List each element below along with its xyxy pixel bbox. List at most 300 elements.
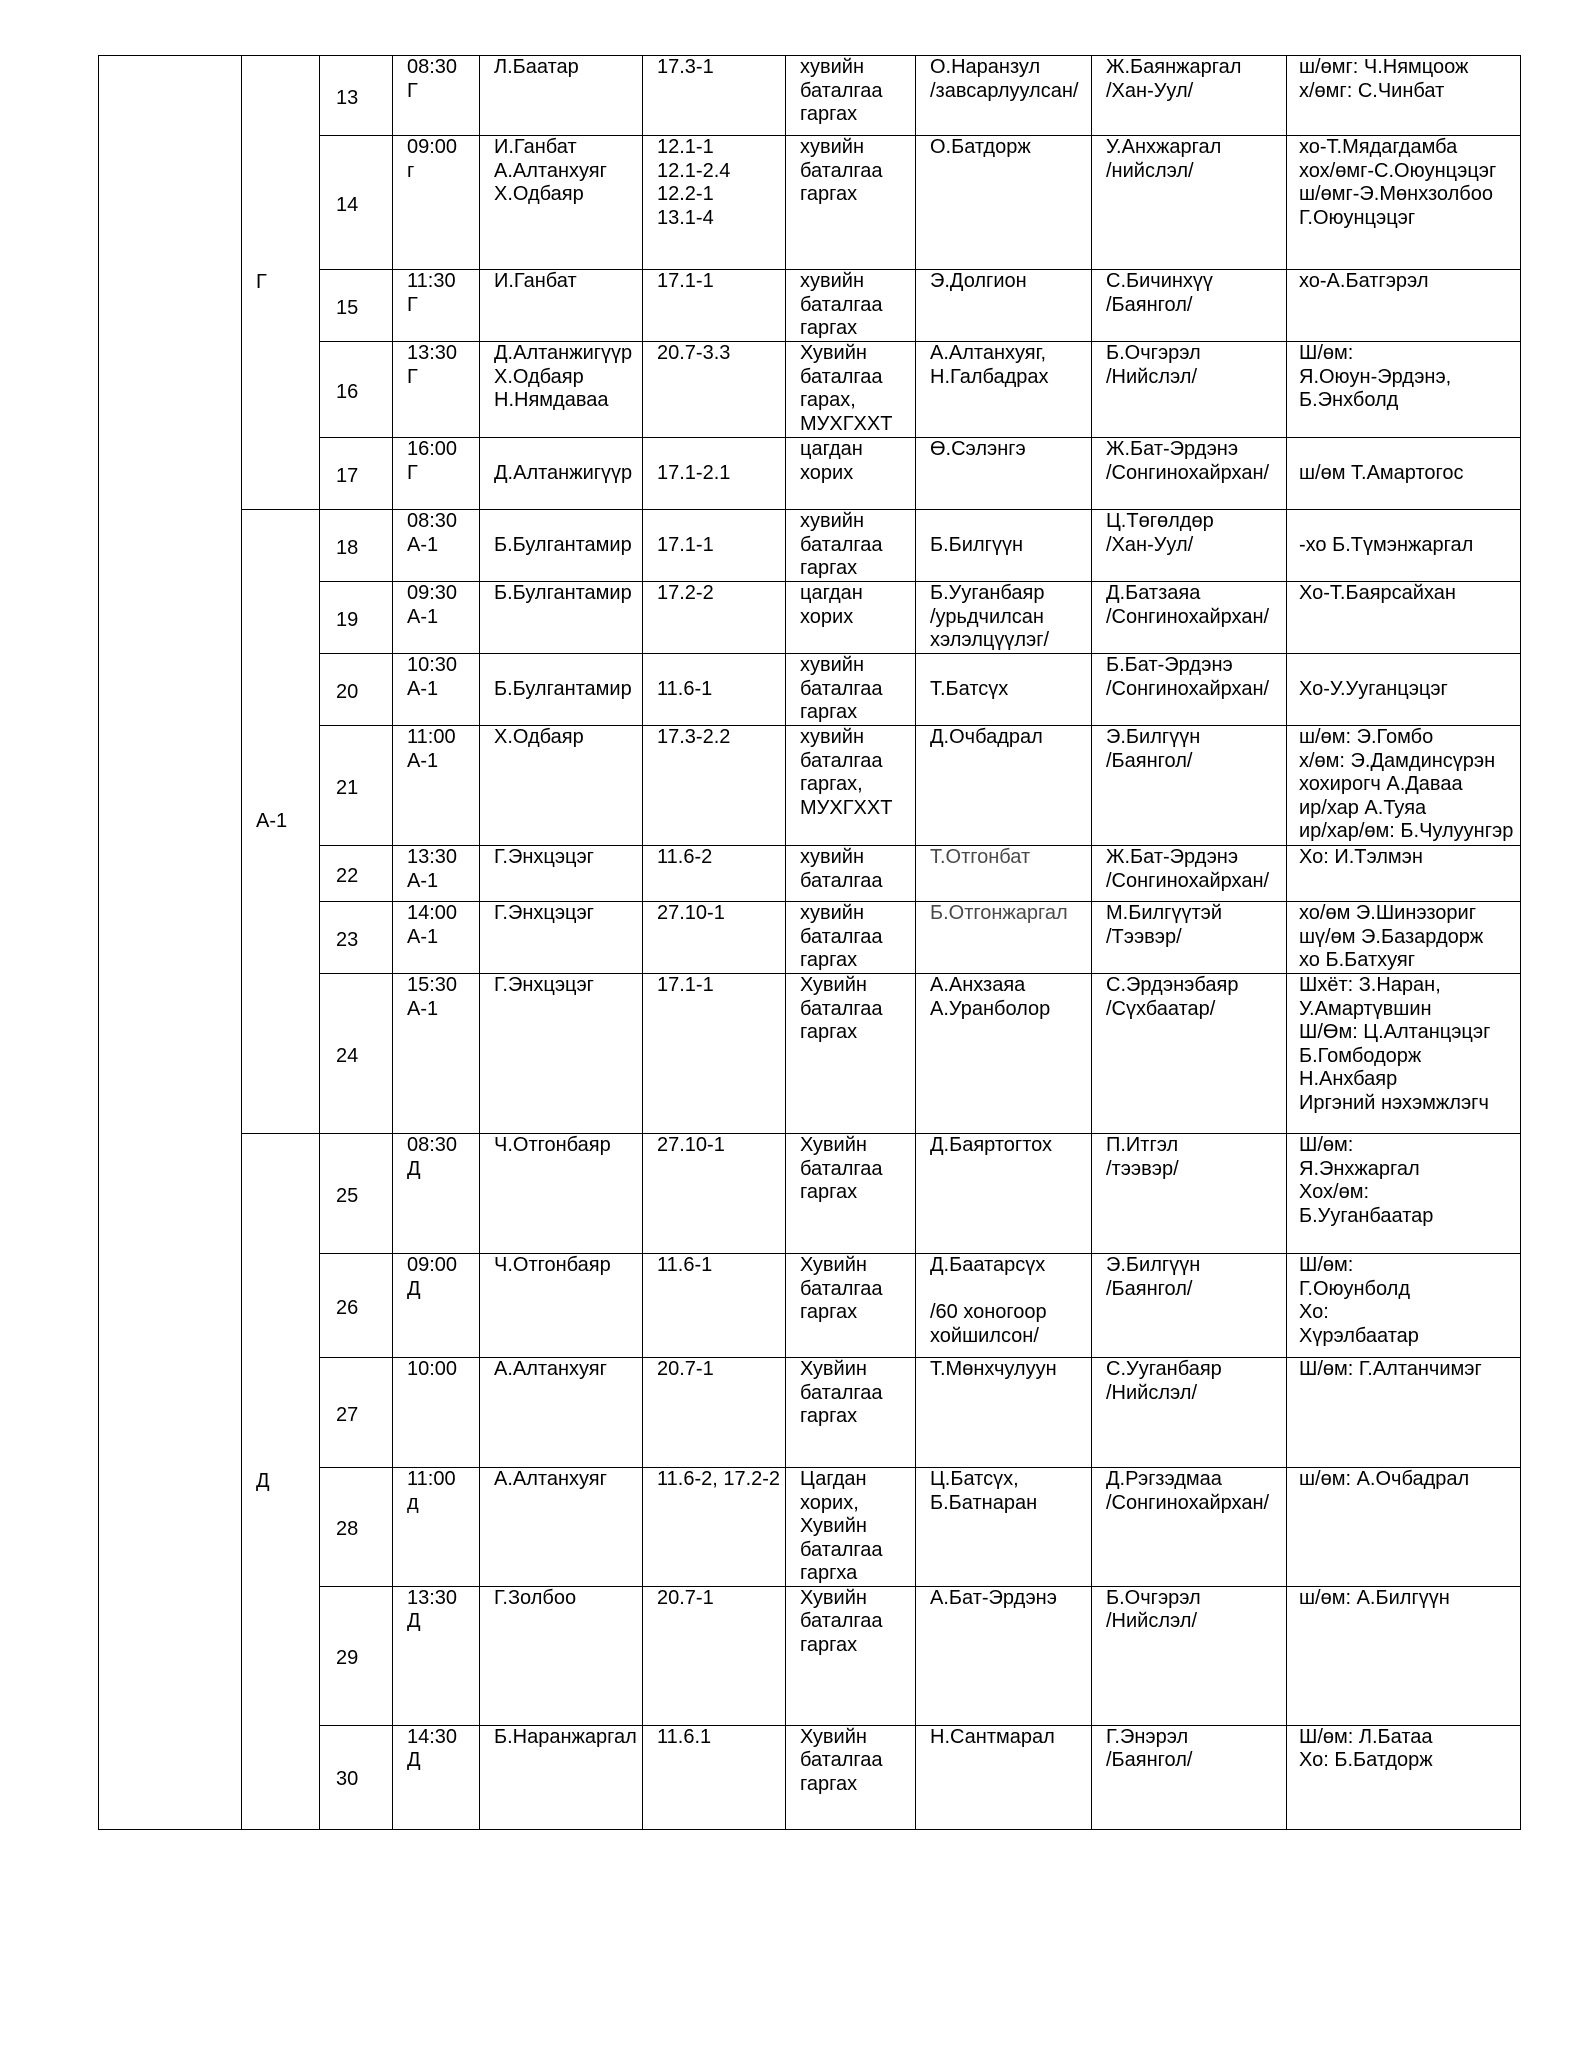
- participants-line: хо/өм Э.Шинэзориг: [1299, 902, 1477, 924]
- measure-decision-line: баталгаа: [800, 869, 883, 892]
- defendant-names: [480, 1725, 643, 1829]
- measure-decision-line: гаргах: [800, 701, 858, 723]
- judge-name-line: А.Анхзаяа: [930, 974, 1026, 996]
- court-blank-cell: [99, 56, 242, 1830]
- participants-line: Хох/өм:: [1299, 1181, 1369, 1203]
- measure-decision-line: Хувийн: [800, 1254, 867, 1276]
- defendant-names: [480, 438, 643, 510]
- defendant-names-line: И.Ганбат: [494, 270, 577, 292]
- measure-decision-line: гаргах: [800, 1633, 858, 1656]
- measure-decision-line: хувийн: [800, 726, 865, 748]
- prosecutor-name-line: Ж.Баянжаргал: [1106, 56, 1242, 78]
- measure-decision-line: хувийн: [800, 902, 865, 924]
- hearing-time: [393, 1134, 480, 1254]
- measure-decision-line: Хувийн: [800, 1725, 867, 1748]
- law-articles: [643, 342, 786, 438]
- case-number: 30: [320, 1725, 393, 1829]
- measure-decision-line: гарах,: [800, 389, 856, 411]
- prosecutor-name-line: Д.Рэгзэдмаа: [1106, 1468, 1222, 1490]
- measure-decision-line: гаргах: [800, 1301, 858, 1323]
- defendant-names: [480, 902, 643, 974]
- participants-line: хох/өмг-С.Оюунцэцэг: [1299, 159, 1497, 182]
- defendant-names-line: А.Алтанхуяг: [494, 159, 607, 182]
- participants-line: Б.Ууганбаатар: [1299, 1204, 1434, 1227]
- courtroom-group-label: Д: [242, 1134, 320, 1830]
- law-articles: [643, 1725, 786, 1829]
- prosecutor-name-line: Г.Энэрэл: [1106, 1725, 1189, 1748]
- law-articles-line: [657, 654, 785, 678]
- law-articles-line: 27.10-1: [657, 902, 725, 924]
- case-number: 17: [320, 438, 393, 510]
- hearing-time: [393, 974, 480, 1134]
- prosecutor-name-line: Д.Батзаяа: [1106, 582, 1201, 604]
- hearing-time-line: А-1: [407, 869, 439, 892]
- law-articles-line: 12.1-1: [657, 136, 714, 158]
- hearing-time-line: Д: [407, 1277, 421, 1300]
- judge-name-line: хойшилсон/: [930, 1324, 1039, 1347]
- defendant-names: [480, 56, 643, 136]
- prosecutor-name-line: /тээвэр/: [1106, 1157, 1179, 1180]
- judge-name-line: Ц.Батсүх,: [930, 1468, 1019, 1490]
- prosecutor-name-line: /Сонгинохайрхан/: [1106, 1491, 1270, 1514]
- hearing-time: [393, 1586, 480, 1725]
- judge-name-line: /урьдчилсан: [930, 605, 1044, 628]
- defendant-names-line: Г.Золбоо: [494, 1586, 577, 1609]
- prosecutor-name: [1092, 1725, 1287, 1829]
- participants-line: х/өм: Э.Дамдинсүрэн: [1299, 749, 1496, 772]
- judge-name-line: А.Уранболор: [930, 997, 1051, 1020]
- participants-line: Г.Оюунболд: [1299, 1277, 1411, 1300]
- hearing-time-line: 11:00: [407, 726, 456, 748]
- prosecutor-name-line: Ж.Бат-Эрдэнэ: [1106, 438, 1239, 460]
- defendant-names-line: Б.Булгантамир: [494, 533, 632, 556]
- measure-decision: [786, 1468, 916, 1587]
- prosecutor-name: [1092, 56, 1287, 136]
- prosecutor-name-line: /Нийслэл/: [1106, 365, 1198, 388]
- judge-name: [916, 1586, 1092, 1725]
- participants-line: Ш/өм:: [1299, 342, 1354, 364]
- participants-line: Б.Гомбодорж: [1299, 1044, 1422, 1067]
- measure-decision: [786, 902, 916, 974]
- case-number: 21: [320, 726, 393, 846]
- participants: [1287, 438, 1521, 510]
- law-articles: [643, 1134, 786, 1254]
- measure-decision-line: хувийн: [800, 56, 865, 78]
- hearing-time-line: 14:00: [407, 902, 458, 924]
- hearing-time-line: 08:30: [407, 56, 458, 78]
- judge-name: [916, 1358, 1092, 1468]
- judge-name: [916, 510, 1092, 582]
- measure-decision-line: Хувийн: [800, 1515, 867, 1537]
- judge-name-line: /60 хоногоор: [930, 1301, 1047, 1323]
- case-number: 29: [320, 1586, 393, 1725]
- defendant-names: [480, 846, 643, 902]
- defendant-names-line: Д.Алтанжигүүр: [494, 342, 633, 364]
- participants: [1287, 1254, 1521, 1358]
- measure-decision-line: хорих: [800, 461, 854, 484]
- hearing-time: [393, 1725, 480, 1829]
- table-row: [99, 510, 1521, 582]
- judge-name: [916, 270, 1092, 342]
- judge-name-line: О.Батдорж: [930, 136, 1031, 158]
- measure-decision-line: Цагдан: [800, 1468, 867, 1490]
- measure-decision: [786, 342, 916, 438]
- judge-name-line: /завсарлуулсан/: [930, 79, 1079, 102]
- hearing-time-line: А-1: [407, 925, 439, 948]
- law-articles: [643, 974, 786, 1134]
- judge-name-line: [930, 510, 1091, 534]
- participants-line: шү/өм Э.Базардорж: [1299, 925, 1484, 948]
- judge-name-line: Ө.Сэлэнгэ: [930, 438, 1026, 460]
- participants-line: Иргэний нэхэмжлэгч: [1299, 1091, 1489, 1114]
- participants-line: ш/өм: А.Очбадрал: [1299, 1468, 1470, 1490]
- law-articles: [643, 1358, 786, 1468]
- judge-name-line: Д.Баяртогтох: [930, 1134, 1053, 1156]
- prosecutor-name-line: /Тээвэр/: [1106, 925, 1182, 948]
- law-articles-line: 12.2-1: [657, 183, 714, 205]
- participants-line: Я.Энхжаргал: [1299, 1157, 1420, 1180]
- participants: [1287, 582, 1521, 654]
- judge-name-line: А.Бат-Эрдэнэ: [930, 1586, 1057, 1609]
- measure-decision-line: хувийн: [800, 270, 865, 292]
- participants: [1287, 1725, 1521, 1829]
- measure-decision: [786, 726, 916, 846]
- measure-decision: [786, 270, 916, 342]
- participants-line: Ш/өм:: [1299, 1254, 1354, 1276]
- participants: [1287, 1586, 1521, 1725]
- case-number: 20: [320, 654, 393, 726]
- law-articles-line: 13.1-4: [657, 206, 714, 229]
- case-number: 13: [320, 56, 393, 136]
- measure-decision-line: хувийн: [800, 510, 865, 532]
- measure-decision-line: хувийн: [800, 136, 865, 158]
- measure-decision: [786, 510, 916, 582]
- court-schedule-table: [98, 55, 1521, 1830]
- hearing-time-line: 11:00: [407, 1468, 456, 1490]
- case-number: 25: [320, 1134, 393, 1254]
- hearing-time-line: 11:30: [407, 270, 456, 292]
- measure-decision-line: баталгаа: [800, 925, 883, 948]
- prosecutor-name-line: /Сонгинохайрхан/: [1106, 461, 1270, 484]
- defendant-names-line: Д.Алтанжигүүр: [494, 461, 633, 484]
- prosecutor-name: [1092, 1586, 1287, 1725]
- prosecutor-name: [1092, 1358, 1287, 1468]
- measure-decision-line: цагдан: [800, 438, 863, 460]
- prosecutor-name-line: Б.Бат-Эрдэнэ: [1106, 654, 1233, 676]
- participants-line: Ш/өм: Л.Батаа: [1299, 1725, 1433, 1748]
- judge-name-line: Д.Баатарсүх: [930, 1254, 1046, 1276]
- participants: [1287, 136, 1521, 270]
- hearing-time-line: А-1: [407, 749, 439, 772]
- defendant-names-line: Г.Энхцэцэг: [494, 846, 594, 868]
- participants-line: Хүрэлбаатар: [1299, 1324, 1419, 1347]
- defendant-names-line: Б.Булгантамир: [494, 582, 632, 604]
- participants: [1287, 342, 1521, 438]
- prosecutor-name: [1092, 510, 1287, 582]
- case-number: 27: [320, 1358, 393, 1468]
- participants: [1287, 510, 1521, 582]
- measure-decision-line: баталгаа: [800, 749, 883, 772]
- measure-decision-line: Хувийн: [800, 342, 867, 364]
- measure-decision-line: гаргах: [800, 1772, 858, 1795]
- measure-decision-line: гаргах: [800, 183, 858, 205]
- prosecutor-name-line: Б.Очгэрэл: [1106, 1586, 1201, 1609]
- judge-name-line: [930, 1278, 1091, 1302]
- judge-name: [916, 56, 1092, 136]
- judge-name-line: Д.Очбадрал: [930, 726, 1043, 748]
- prosecutor-name-line: /Баянгол/: [1106, 1277, 1193, 1300]
- measure-decision: [786, 1725, 916, 1829]
- hearing-time-line: А-1: [407, 677, 439, 700]
- participants-line: Хо: Б.Батдорж: [1299, 1749, 1433, 1771]
- judge-name-line: Т.Батсүх: [930, 677, 1009, 700]
- measure-decision-line: Хувийн: [800, 1134, 867, 1156]
- table-row: [99, 56, 1521, 136]
- measure-decision-line: гаргах: [800, 317, 858, 339]
- judge-name-line: Э.Долгион: [930, 270, 1027, 292]
- hearing-time: [393, 342, 480, 438]
- defendant-names: [480, 1586, 643, 1725]
- measure-decision-line: баталгаа: [800, 293, 883, 316]
- participants-line: [1299, 438, 1520, 462]
- participants-line: ш/өмг-Э.Мөнхзолбоо: [1299, 183, 1493, 205]
- law-articles-line: 17.1-1: [657, 270, 714, 292]
- defendant-names-line: Ч.Отгонбаяр: [494, 1134, 611, 1156]
- law-articles-line: 17.3-2.2: [657, 726, 731, 748]
- prosecutor-name: [1092, 846, 1287, 902]
- measure-decision-line: цагдан: [800, 582, 863, 604]
- hearing-time-line: А-1: [407, 997, 439, 1020]
- prosecutor-name-line: /Баянгол/: [1106, 749, 1193, 772]
- measure-decision-line: баталгаа: [800, 79, 883, 102]
- law-articles: [643, 438, 786, 510]
- measure-decision-line: хорих: [800, 605, 854, 628]
- prosecutor-name: [1092, 654, 1287, 726]
- judge-name: [916, 654, 1092, 726]
- hearing-time: [393, 654, 480, 726]
- hearing-time-line: Д: [407, 1610, 421, 1632]
- case-number: 24: [320, 974, 393, 1134]
- prosecutor-name-line: Э.Билгүүн: [1106, 726, 1201, 748]
- judge-name: [916, 1134, 1092, 1254]
- measure-decision-line: баталгаа: [800, 1610, 883, 1632]
- prosecutor-name-line: С.Бичинхүү: [1106, 270, 1213, 292]
- hearing-time: [393, 1254, 480, 1358]
- law-articles: [643, 902, 786, 974]
- prosecutor-name-line: /нийслэл/: [1106, 159, 1194, 182]
- measure-decision-line: баталгаа: [800, 1157, 883, 1180]
- defendant-names: [480, 1254, 643, 1358]
- measure-decision-line: баталгаа: [800, 533, 883, 556]
- hearing-time: [393, 1358, 480, 1468]
- courtroom-group-label: А-1: [242, 510, 320, 1134]
- prosecutor-name: [1092, 342, 1287, 438]
- judge-name-line: хэлэлцүүлэг/: [930, 629, 1050, 651]
- courtroom-group-label: Г: [242, 56, 320, 510]
- participants-line: У.Амартүвшин: [1299, 997, 1432, 1020]
- law-articles-line: 11.6.1: [657, 1725, 712, 1748]
- judge-name: [916, 342, 1092, 438]
- hearing-time: [393, 726, 480, 846]
- defendant-names-line: [494, 654, 642, 678]
- defendant-names: [480, 1134, 643, 1254]
- defendant-names-line: Г.Энхцэцэг: [494, 974, 594, 996]
- hearing-time-line: 09:30: [407, 582, 458, 604]
- case-number: 22: [320, 846, 393, 902]
- defendant-names: [480, 582, 643, 654]
- measure-decision-line: гаргах: [800, 1021, 858, 1043]
- participants-line: ир/хар А.Туяа: [1299, 796, 1427, 819]
- law-articles-line: 17.1-2.1: [657, 461, 731, 484]
- prosecutor-name-line: /Сонгинохайрхан/: [1106, 869, 1270, 892]
- hearing-time-line: Г: [407, 365, 418, 388]
- law-articles: [643, 654, 786, 726]
- defendant-names-line: Х.Одбаяр: [494, 726, 584, 748]
- case-number: 15: [320, 270, 393, 342]
- hearing-time: [393, 902, 480, 974]
- prosecutor-name: [1092, 1134, 1287, 1254]
- participants-line: Б.Энхболд: [1299, 389, 1399, 411]
- measure-decision-line: гаргах: [800, 1181, 858, 1203]
- participants-line: ир/хар/өм: Б.Чулуунгэр: [1299, 820, 1514, 842]
- measure-decision-line: баталгаа: [800, 365, 883, 388]
- prosecutor-name-line: М.Билгүүтэй: [1106, 902, 1223, 924]
- prosecutor-name: [1092, 438, 1287, 510]
- measure-decision-line: баталгаа: [800, 159, 883, 182]
- measure-decision-line: баталгаа: [800, 997, 883, 1020]
- table-row: [99, 1134, 1521, 1254]
- hearing-time-line: 08:30: [407, 1134, 458, 1156]
- defendant-names: [480, 270, 643, 342]
- judge-name: [916, 136, 1092, 270]
- law-articles-line: 12.1-2.4: [657, 159, 731, 182]
- measure-decision-line: гаргха: [800, 1562, 858, 1584]
- measure-decision-line: хувийн: [800, 654, 865, 676]
- participants-line: Шхёт: З.Наран,: [1299, 974, 1441, 996]
- judge-name: [916, 974, 1092, 1134]
- defendant-names-line: Л.Баатар: [494, 56, 579, 78]
- hearing-time-line: г: [407, 159, 415, 182]
- defendant-names-line: [494, 510, 642, 534]
- prosecutor-name-line: /Баянгол/: [1106, 1749, 1193, 1771]
- prosecutor-name: [1092, 726, 1287, 846]
- judge-name: [916, 902, 1092, 974]
- measure-decision: [786, 582, 916, 654]
- measure-decision-line: баталгаа: [800, 677, 883, 700]
- participants-line: хохирогч А.Даваа: [1299, 773, 1463, 795]
- prosecutor-name: [1092, 582, 1287, 654]
- participants-line: ш/өм: Э.Гомбо: [1299, 726, 1434, 748]
- measure-decision: [786, 846, 916, 902]
- participants: [1287, 726, 1521, 846]
- case-number: 23: [320, 902, 393, 974]
- prosecutor-name-line: Б.Очгэрэл: [1106, 342, 1201, 364]
- judge-name-line: Б.Батнаран: [930, 1491, 1038, 1514]
- judge-name-line: Н.Сантмарал: [930, 1725, 1055, 1748]
- defendant-names-line: Н.Нямдаваа: [494, 389, 609, 411]
- prosecutor-name-line: С.Эрдэнэбаяр: [1106, 974, 1239, 996]
- measure-decision: [786, 1586, 916, 1725]
- measure-decision-line: гаргах: [800, 949, 858, 971]
- participants-line: Н.Анхбаяр: [1299, 1068, 1398, 1090]
- participants-line: [1299, 510, 1520, 534]
- law-articles-line: 20.7-1: [657, 1586, 714, 1609]
- prosecutor-name: [1092, 974, 1287, 1134]
- prosecutor-name-line: Ц.Төгөлдөр: [1106, 510, 1214, 532]
- defendant-names-line: Х.Одбаяр: [494, 183, 584, 205]
- prosecutor-name-line: /Нийслэл/: [1106, 1610, 1198, 1632]
- hearing-time-line: 13:30: [407, 342, 458, 364]
- prosecutor-name-line: П.Итгэл: [1106, 1134, 1179, 1156]
- judge-name: [916, 1725, 1092, 1829]
- measure-decision: [786, 56, 916, 136]
- participants-line: Я.Оюун-Эрдэнэ,: [1299, 365, 1452, 388]
- defendant-names-line: [494, 438, 642, 462]
- participants: [1287, 1134, 1521, 1254]
- law-articles-line: 11.6-1: [657, 677, 713, 700]
- measure-decision-line: Хувийн: [800, 1586, 867, 1609]
- participants-line: х/өмг: С.Чинбат: [1299, 79, 1445, 102]
- case-number: 28: [320, 1468, 393, 1587]
- measure-decision: [786, 1254, 916, 1358]
- participants-line: [1299, 654, 1520, 678]
- law-articles-line: [657, 510, 785, 534]
- law-articles: [643, 1254, 786, 1358]
- hearing-time-line: 13:30: [407, 846, 458, 868]
- schedule-body: [99, 56, 1521, 1830]
- participants-line: Ш/өм: Г.Алтанчимэг: [1299, 1358, 1482, 1380]
- defendant-names: [480, 974, 643, 1134]
- hearing-time-line: Г: [407, 79, 418, 102]
- case-number: 16: [320, 342, 393, 438]
- participants-line: хо Б.Батхуяг: [1299, 949, 1416, 971]
- defendant-names: [480, 136, 643, 270]
- hearing-time: [393, 510, 480, 582]
- judge-name-line: Н.Галбадрах: [930, 365, 1049, 388]
- measure-decision-line: баталгаа: [800, 1538, 883, 1561]
- participants-line: ш/өм: А.Билгүүн: [1299, 1586, 1450, 1609]
- law-articles-line: 27.10-1: [657, 1134, 725, 1156]
- judge-name-line: Т.Отгонбат: [930, 846, 1031, 868]
- judge-name-line: Б.Билгүүн: [930, 533, 1023, 556]
- hearing-time-line: 15:30: [407, 974, 458, 996]
- measure-decision-line: гаргах: [800, 557, 858, 579]
- participants-line: Г.Оюунцэцэг: [1299, 206, 1416, 229]
- prosecutor-name: [1092, 270, 1287, 342]
- measure-decision: [786, 438, 916, 510]
- law-articles-line: 17.1-1: [657, 533, 714, 556]
- hearing-time-line: 14:30: [407, 1725, 458, 1748]
- participants: [1287, 1468, 1521, 1587]
- judge-name: [916, 582, 1092, 654]
- prosecutor-name-line: /Хан-Уул/: [1106, 79, 1194, 102]
- hearing-time: [393, 270, 480, 342]
- law-articles: [643, 726, 786, 846]
- law-articles-line: [657, 438, 785, 462]
- hearing-time-line: 09:00: [407, 136, 458, 158]
- participants: [1287, 56, 1521, 136]
- hearing-time-line: д: [407, 1491, 419, 1514]
- defendant-names: [480, 1358, 643, 1468]
- hearing-time: [393, 582, 480, 654]
- hearing-time-line: Г: [407, 293, 418, 316]
- measure-decision-line: Хувийн: [800, 974, 867, 996]
- participants-line: Хо: И.Тэлмэн: [1299, 846, 1423, 868]
- measure-decision: [786, 1134, 916, 1254]
- participants-line: Хо:: [1299, 1301, 1329, 1323]
- prosecutor-name-line: /Сүхбаатар/: [1106, 997, 1216, 1020]
- prosecutor-name-line: Ж.Бат-Эрдэнэ: [1106, 846, 1239, 868]
